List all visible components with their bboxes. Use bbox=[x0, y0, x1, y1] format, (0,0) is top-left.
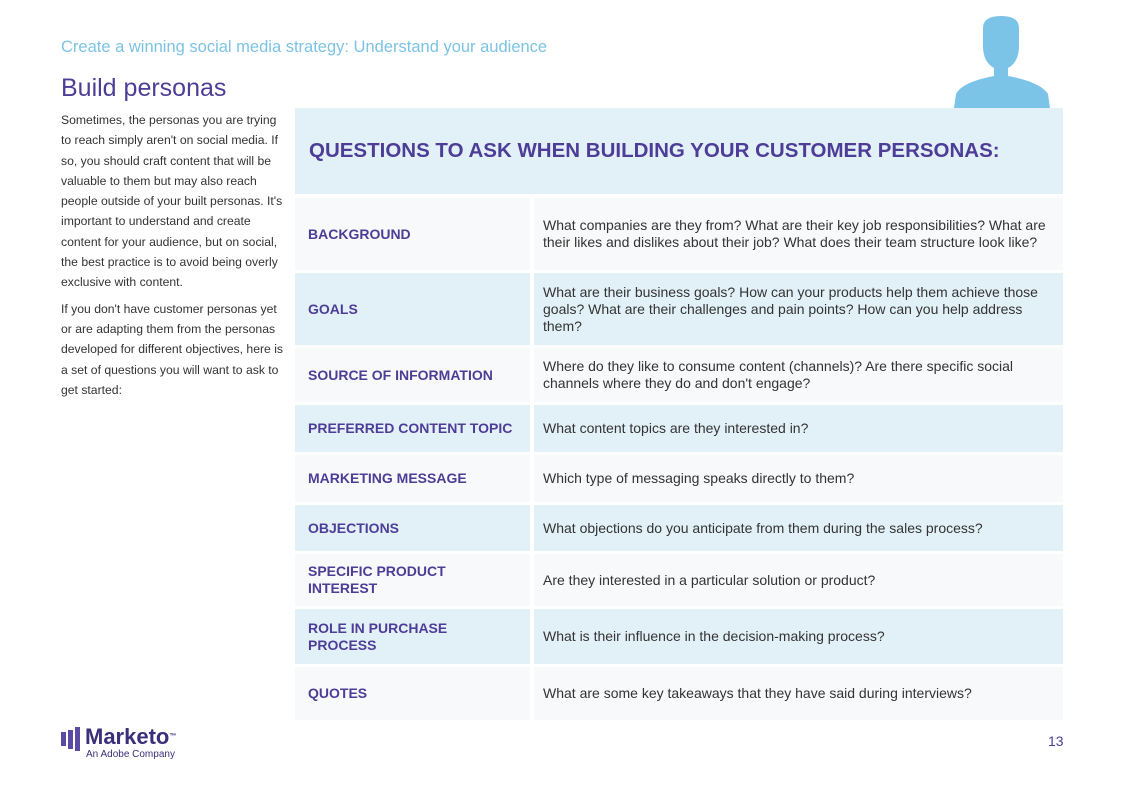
logo-name: Marketo bbox=[85, 724, 170, 749]
row-question: What objections do you anticipate from them during the sales process? bbox=[534, 505, 1063, 551]
row-question: Where do they like to consume content (channels)? Are there specific social channels where they do and don't engage? bbox=[534, 348, 1063, 402]
row-question: What are some key takeaways that they have said during interviews? bbox=[534, 667, 1063, 720]
table-row bbox=[295, 405, 1063, 452]
person-silhouette-icon bbox=[950, 14, 1052, 108]
row-question: What is their influence in the decision-making process? bbox=[534, 609, 1063, 664]
table-row bbox=[295, 554, 1063, 606]
section-subtitle: Create a winning social media strategy: Understand your audience bbox=[61, 38, 548, 56]
table-row bbox=[295, 198, 1063, 270]
table-row bbox=[295, 273, 1063, 345]
row-category: SOURCE OF INFORMATION bbox=[295, 348, 530, 402]
persona-questions-table bbox=[295, 108, 1063, 723]
table-row bbox=[295, 505, 1063, 551]
table-row bbox=[295, 348, 1063, 402]
row-category: GOALS bbox=[295, 273, 530, 345]
table-row bbox=[295, 667, 1063, 720]
row-category: ROLE IN PURCHASE PROCESS bbox=[295, 609, 530, 664]
row-category: PREFERRED CONTENT TOPIC bbox=[295, 405, 530, 452]
trademark: ™ bbox=[169, 733, 177, 740]
row-question: Are they interested in a particular solution or product? bbox=[534, 554, 1063, 606]
row-question: Which type of messaging speaks directly to them? bbox=[534, 455, 1063, 502]
table-row bbox=[295, 455, 1063, 502]
row-question: What are their business goals? How can your products help them achieve those goals? What are their challenges and pain points? How can you help address them? bbox=[534, 273, 1063, 345]
row-category: MARKETING MESSAGE bbox=[295, 455, 530, 502]
row-question: What companies are they from? What are their key job responsibilities? What are their likes and dislikes about their job? What does their team structure look like? bbox=[534, 198, 1063, 270]
row-category: QUOTES bbox=[295, 667, 530, 720]
page-title: Build personas bbox=[61, 74, 227, 102]
page-number: 13 bbox=[1048, 733, 1064, 749]
paragraph: If you don't have customer personas yet or are adapting them from the personas developed for different objectives, here is a set of questions you will want to ask to get started: bbox=[61, 301, 283, 397]
logo-mark-icon bbox=[61, 727, 80, 751]
row-category: OBJECTIONS bbox=[295, 505, 530, 551]
logo-subtitle: An Adobe Company bbox=[86, 749, 175, 760]
paragraph: Sometimes, the personas you are trying to reach simply aren't on social media. If so, you should craft content that will be valuable to them but may also reach people outside of your built personas. It's important to understand and create content for your audience, but on social, the best practice is to avoid being overly exclusive with content. bbox=[61, 113, 283, 290]
row-category: SPECIFIC PRODUCT INTEREST bbox=[295, 554, 530, 606]
marketo-logo bbox=[61, 725, 176, 760]
table-row bbox=[295, 609, 1063, 664]
row-category: BACKGROUND bbox=[295, 198, 530, 270]
row-question: What content topics are they interested in? bbox=[534, 405, 1063, 452]
intro-text bbox=[61, 110, 283, 406]
table-heading: QUESTIONS TO ASK WHEN BUILDING YOUR CUSTOMER PERSONAS: bbox=[295, 108, 1063, 194]
